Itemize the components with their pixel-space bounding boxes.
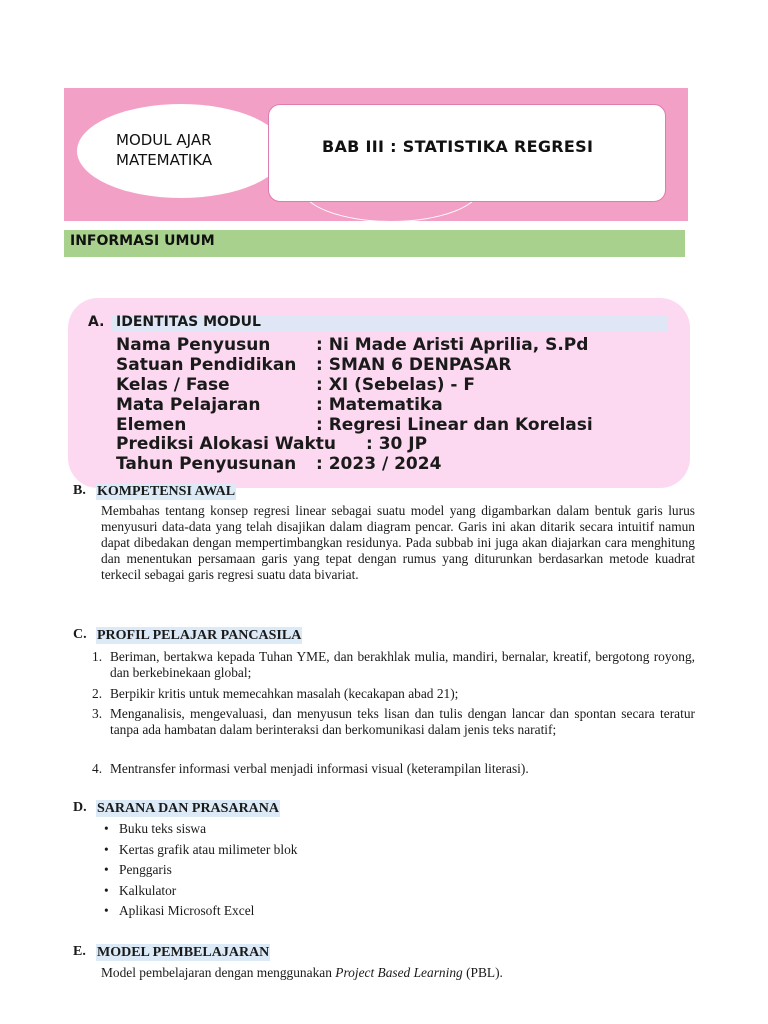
kompetensi-paragraph: Membahas tentang konsep regresi linear sebagai suatu model yang digambarkan dalam bentuk garis lurus menyusuri data-data yang telah disajikan dalam diagram pencar. Garis ini akan ditarik secara intuitif namun dapat dibedakan dengan mempertimbangkan residunya. Pada subbab ini juga akan diajarkan cara menghitung dan menentukan persamaan garis yang tepat dengan rumus yang diturunkan berdasarkan metode kuadrat terkecil sebagai garis regresi suatu data bivariat. bbox=[101, 503, 695, 582]
list-text: Berpikir kritis untuk memecahkan masalah (kecakapan abad 21); bbox=[110, 686, 459, 701]
list-text: Kertas grafik atau milimeter blok bbox=[119, 842, 298, 857]
identitas-value: : XI (Sebelas) - F bbox=[316, 375, 476, 395]
modul-label: MODUL AJAR MATEMATIKA bbox=[116, 131, 213, 169]
identitas-value: : Matematika bbox=[316, 395, 443, 415]
list-item bbox=[92, 649, 695, 681]
identitas-label: Mata Pelajaran bbox=[116, 395, 261, 415]
list-number: 2. bbox=[92, 686, 103, 701]
list-number: 3. bbox=[92, 706, 103, 721]
identitas-value: : Ni Made Aristi Aprilia, S.Pd bbox=[316, 335, 589, 355]
section-letter: A. bbox=[88, 314, 105, 330]
bullet-icon: • bbox=[104, 903, 109, 918]
identitas-row bbox=[116, 355, 512, 375]
list-text: Aplikasi Microsoft Excel bbox=[119, 903, 255, 918]
section-title: MODEL PEMBELAJARAN bbox=[97, 945, 270, 960]
section-letter: C. bbox=[73, 627, 87, 642]
list-item bbox=[92, 706, 695, 738]
list-text: Beriman, bertakwa kepada Tuhan YME, dan berakhlak mulia, mandiri, bernalar, kreatif, bergotong royong, dan berkebinekaan global; bbox=[110, 649, 695, 680]
identitas-label: Kelas / Fase bbox=[116, 375, 230, 395]
section-letter: E. bbox=[73, 944, 86, 959]
section-title: KOMPETENSI AWAL bbox=[97, 484, 236, 499]
identitas-row bbox=[116, 395, 443, 415]
identitas-row bbox=[116, 335, 589, 355]
identitas-label: Nama Penyusun bbox=[116, 335, 271, 355]
bullet-icon: • bbox=[104, 842, 109, 857]
identitas-row bbox=[116, 375, 476, 395]
list-text: Penggaris bbox=[119, 862, 172, 877]
chapter-title: BAB III : STATISTIKA REGRESI bbox=[322, 137, 594, 156]
identitas-row bbox=[116, 434, 428, 454]
identitas-row bbox=[116, 415, 593, 435]
identitas-label: Prediksi Alokasi Waktu bbox=[116, 434, 336, 454]
identitas-label: Elemen bbox=[116, 415, 187, 435]
bullet-icon: • bbox=[104, 862, 109, 877]
bullet-icon: • bbox=[104, 883, 109, 898]
identitas-row bbox=[116, 454, 442, 474]
list-text: Buku teks siswa bbox=[119, 821, 207, 836]
model-name: Project Based Learning bbox=[335, 965, 463, 980]
section-title: PROFIL PELAJAR PANCASILA bbox=[97, 628, 302, 643]
list-text: Kalkulator bbox=[119, 883, 177, 898]
section-letter: B. bbox=[73, 483, 86, 498]
bullet-icon: • bbox=[104, 821, 109, 836]
list-number: 4. bbox=[92, 761, 103, 776]
section-letter: D. bbox=[73, 800, 87, 815]
model-paragraph bbox=[101, 965, 695, 981]
identitas-label: Tahun Penyusunan bbox=[116, 454, 297, 474]
info-umum-label: INFORMASI UMUM bbox=[70, 233, 215, 249]
list-number: 1. bbox=[92, 649, 103, 664]
list-item bbox=[92, 761, 695, 777]
identitas-value: : 2023 / 2024 bbox=[316, 454, 442, 474]
section-title: SARANA DAN PRASARANA bbox=[97, 801, 280, 816]
list-text: Menganalisis, mengevaluasi, dan menyusun teks lisan dan tulis dengan lancar dan spontan secara teratur tanpa ada hambatan dalam berinteraksi dan berkomunikasi dalam jenis teks naratif; bbox=[110, 706, 695, 737]
model-text: Model pembelajaran dengan menggunakan bbox=[101, 965, 336, 980]
list-text: Mentransfer informasi verbal menjadi informasi visual (keterampilan literasi). bbox=[110, 761, 529, 776]
list-item bbox=[92, 686, 695, 702]
model-text-end: (PBL). bbox=[462, 965, 503, 980]
section-title: IDENTITAS MODUL bbox=[116, 314, 261, 330]
identitas-value: : SMAN 6 DENPASAR bbox=[316, 355, 512, 375]
identitas-label: Satuan Pendidikan bbox=[116, 355, 297, 375]
identitas-value: : Regresi Linear dan Korelasi bbox=[316, 415, 593, 435]
identitas-value: : 30 JP bbox=[366, 434, 428, 454]
